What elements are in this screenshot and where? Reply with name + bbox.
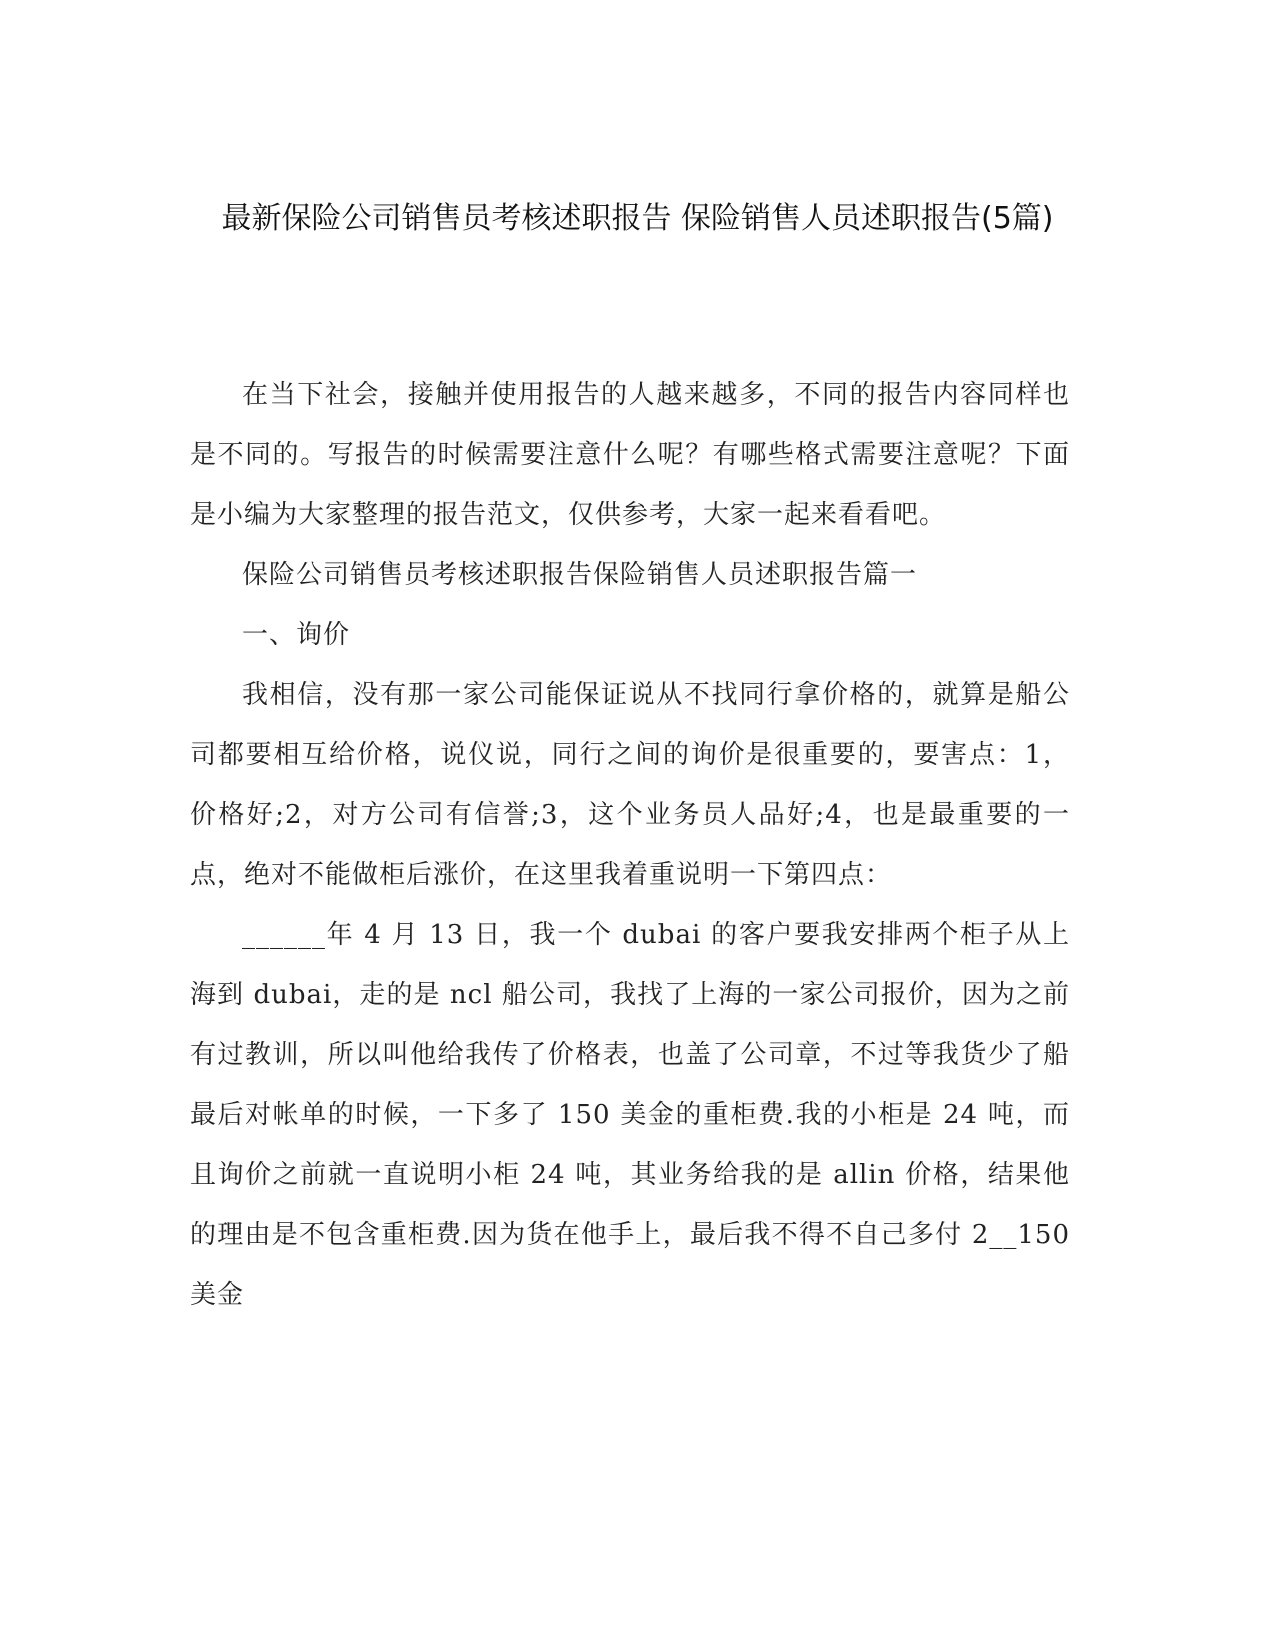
intro-paragraph: 在当下社会，接触并使用报告的人越来越多，不同的报告内容同样也是不同的。写报告的时候需要注意什么呢？有哪些格式需要注意呢？下面是小编为大家整理的报告范文，仅供参考，大家一起来看看吧。 — [190, 380, 1070, 530]
subheading-inquiry: 一、询价 — [242, 620, 351, 650]
body-paragraph: ______年 4 月 13 日，我一个 dubai 的客户要我安排两个柜子从上海到 dubai，走的是 ncl 船公司，我找了上海的一家公司报价，因为之前有过教训，所以叫他给我传了价格表，也盖了公司章，不过等我货少了船最后对帐单的时候，一下多了 150 美金的重柜费.我的小柜是 24 吨，而且询价之前就一直说明小柜 24 吨，其业务给我的是 allin 价格，结果他的理由是不包含重柜费.因为货在他手上，最后我不得不自己多付 2__150 美金 — [190, 920, 1070, 1310]
document-title: 最新保险公司销售员考核述职报告 保险销售人员述职报告(5篇) — [221, 201, 1054, 236]
section-heading: 保险公司销售员考核述职报告保险销售人员述职报告篇一 — [242, 560, 918, 590]
document-body — [190, 365, 1070, 1325]
body-paragraph: 我相信，没有那一家公司能保证说从不找同行拿价格的，就算是船公司都要相互给价格，说仪说，同行之间的询价是很重要的，要害点：1，价格好;2，对方公司有信誉;3，这个业务员人品好;4，也是最重要的一点，绝对不能做柜后涨价，在这里我着重说明一下第四点： — [190, 680, 1070, 890]
